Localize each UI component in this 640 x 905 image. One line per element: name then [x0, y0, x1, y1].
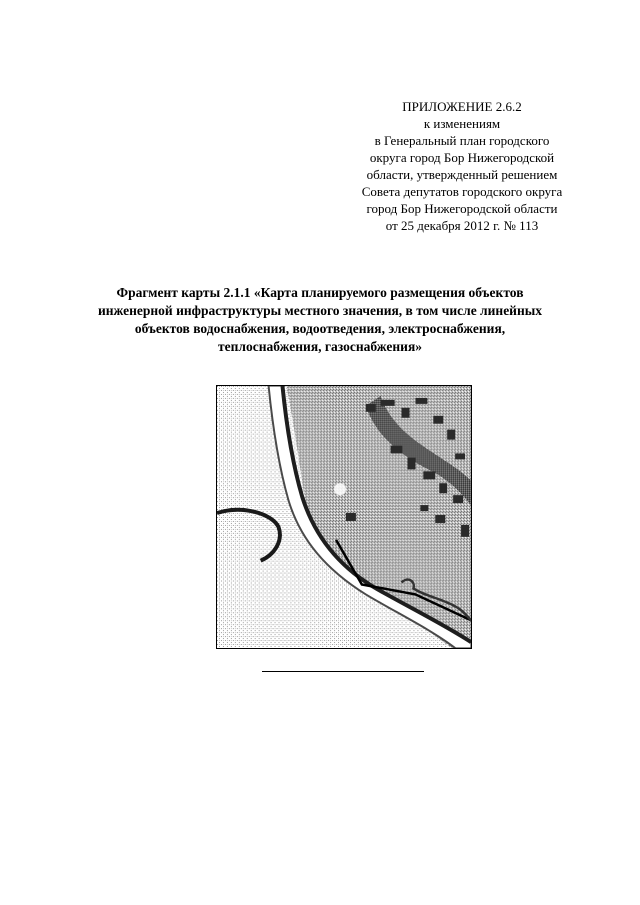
- appendix-line: к изменениям: [423, 116, 501, 131]
- appendix-line: округа город Бор Нижегородской: [369, 150, 555, 165]
- title-line: объектов водоснабжения, водоотведения, электроснабжения,: [134, 321, 506, 336]
- appendix-line: области, утвержденный решением: [366, 167, 558, 182]
- appendix-line: от 25 декабря 2012 г. № 113: [385, 218, 539, 233]
- map-fragment-image: [216, 385, 472, 649]
- title-line: теплоснабжения, газоснабжения»: [218, 339, 422, 354]
- title-line: инженерной инфраструктуры местного значения, в том числе линейных: [97, 303, 543, 318]
- appendix-line: Совета депутатов городского округа: [361, 184, 563, 199]
- map-fragment-title: [60, 284, 580, 356]
- appendix-line: в Генеральный план городского: [374, 133, 550, 148]
- title-line: Фрагмент карты 2.1.1 «Карта планируемого размещения объектов: [116, 285, 524, 300]
- light-spot: [334, 483, 346, 495]
- end-rule: [262, 671, 424, 672]
- appendix-line: ПРИЛОЖЕНИЕ 2.6.2: [402, 99, 522, 114]
- appendix-line: город Бор Нижегородской области: [366, 201, 558, 216]
- appendix-block: [312, 98, 612, 234]
